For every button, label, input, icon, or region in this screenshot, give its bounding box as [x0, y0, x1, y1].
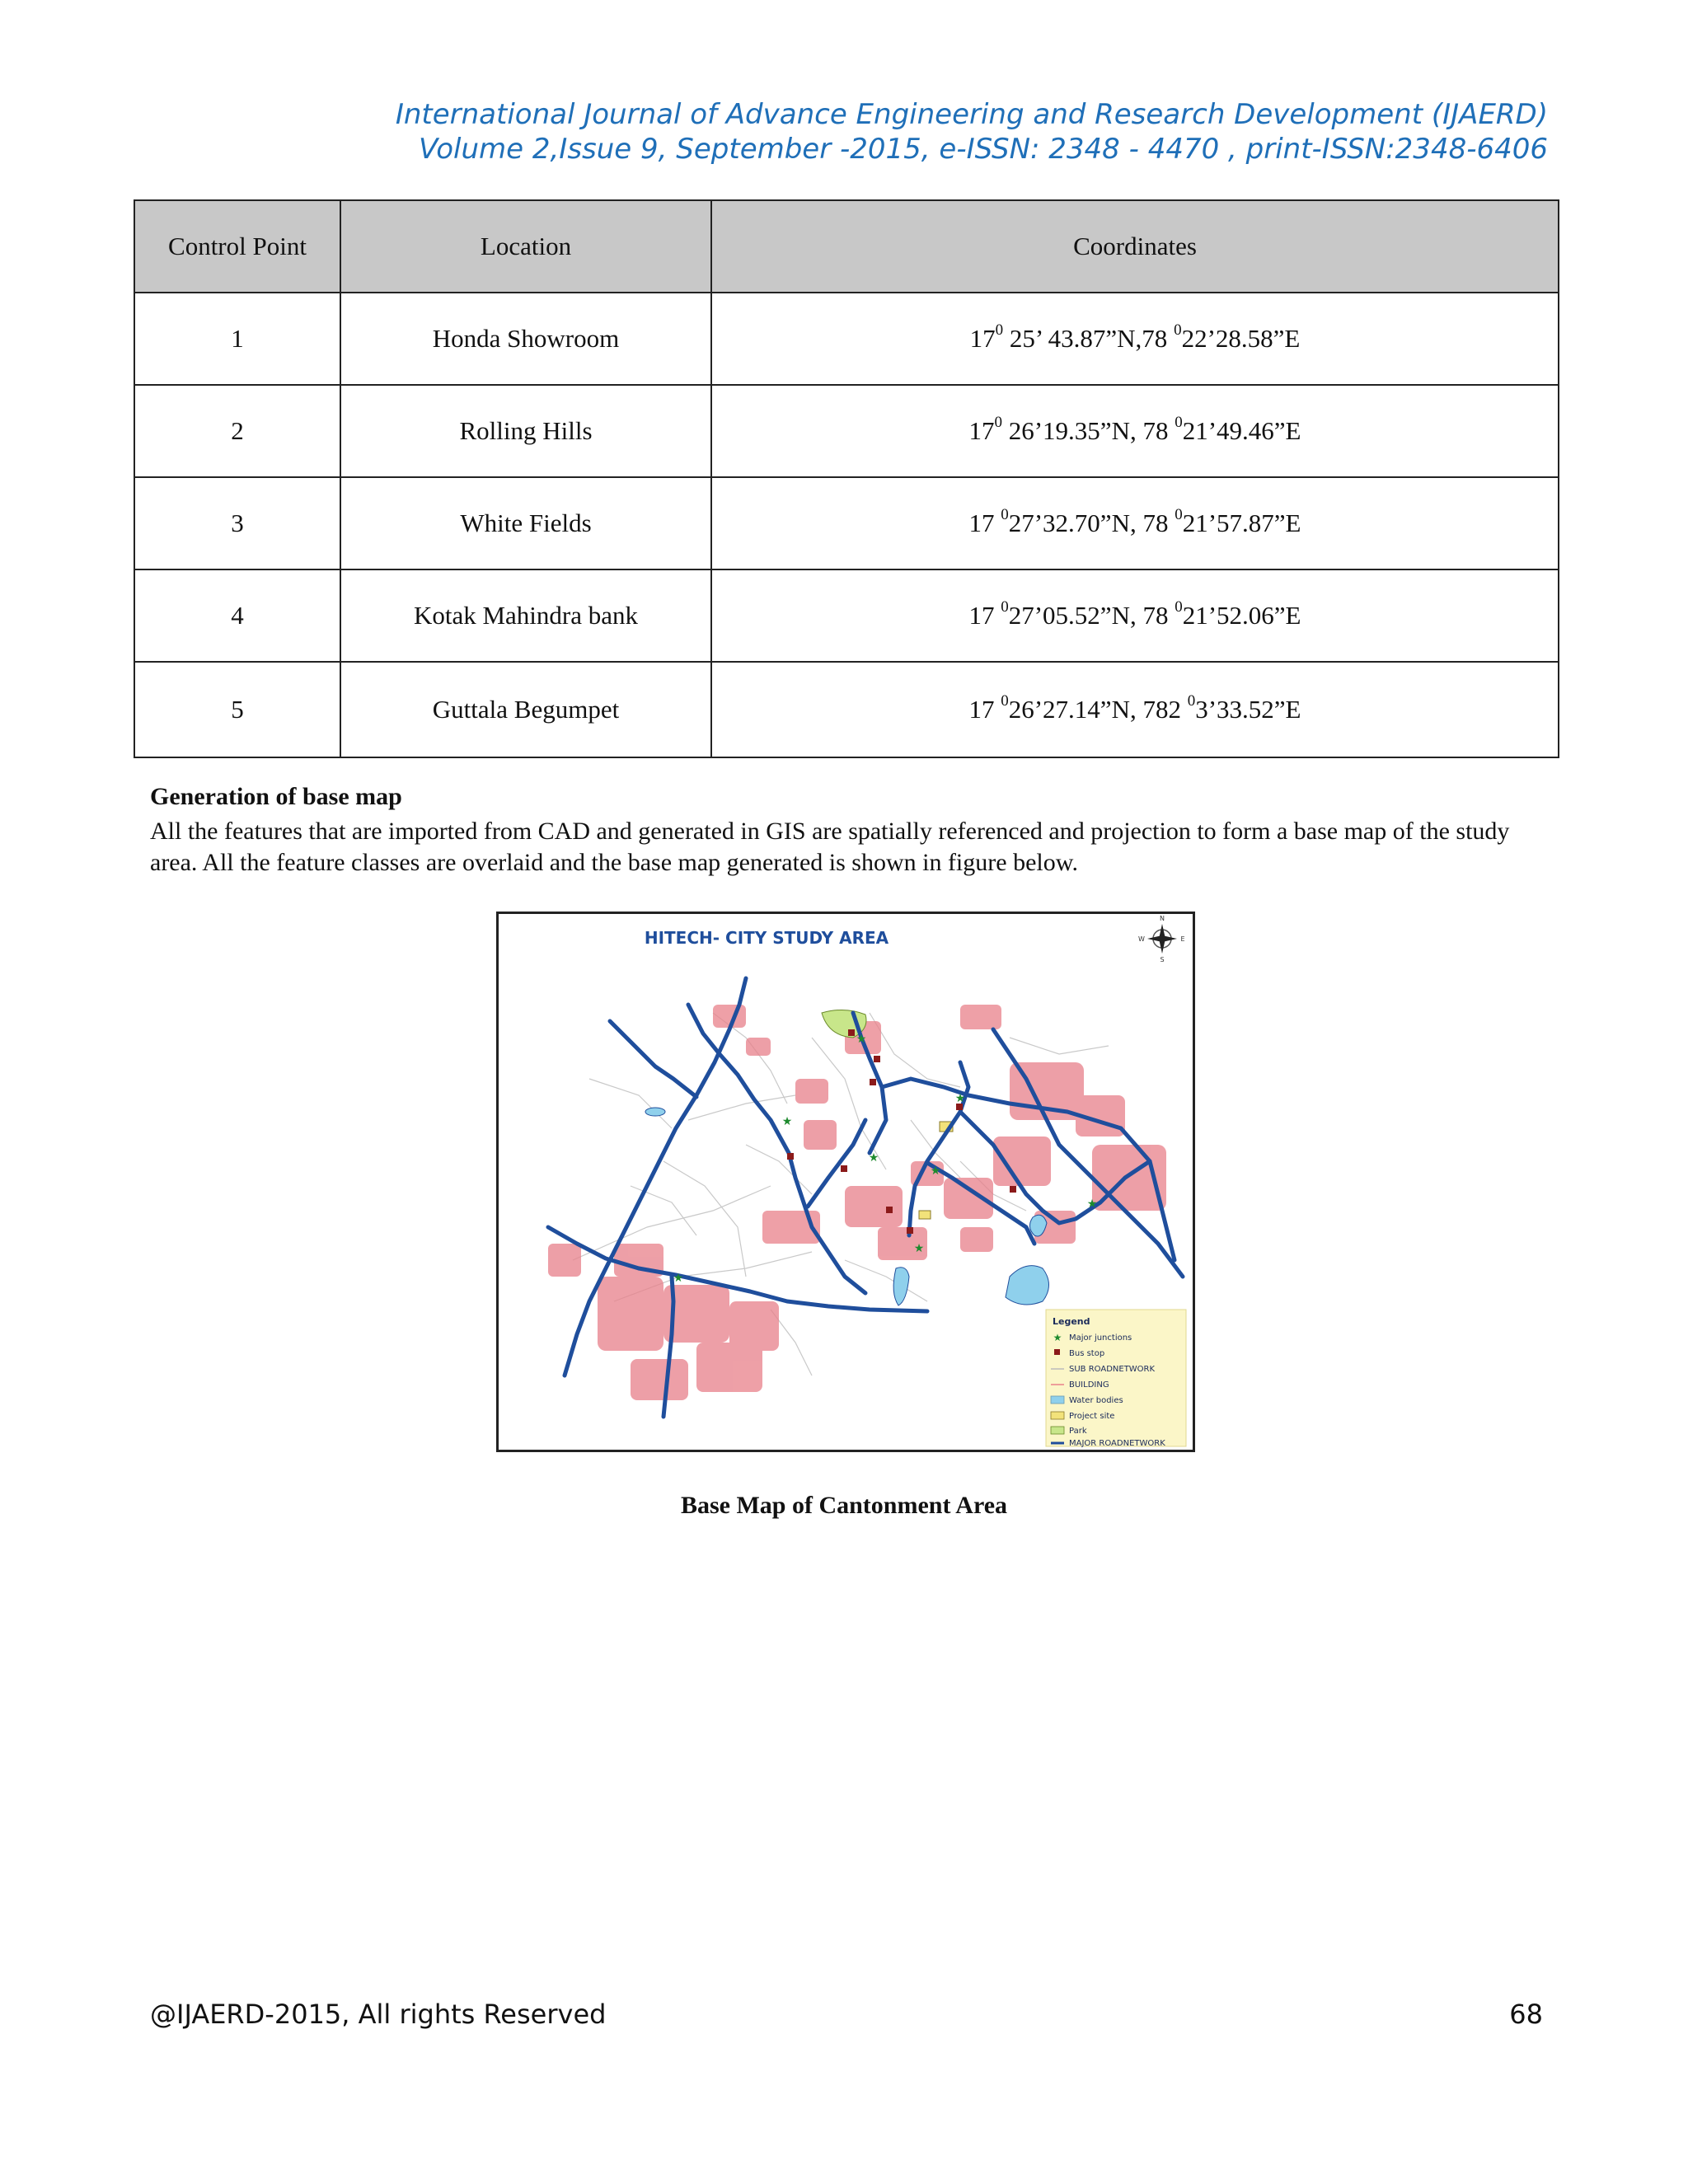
svg-text:★: ★: [930, 1165, 941, 1178]
table-row: [134, 477, 1559, 569]
cell-location: Rolling Hills: [340, 385, 711, 477]
cell-point: 4: [134, 569, 340, 662]
degree-mark: 0: [1174, 321, 1182, 339]
map-title: HITECH- CITY STUDY AREA: [644, 928, 889, 948]
coord-part: 21’49.46”E: [1182, 416, 1301, 445]
degree-mark: 0: [994, 413, 1002, 431]
coord-part: 21’57.87”E: [1182, 509, 1301, 537]
map-legend: [1046, 1310, 1186, 1448]
svg-text:★: ★: [673, 1272, 684, 1285]
cell-point: 1: [134, 293, 340, 385]
compass-south: S: [1160, 956, 1165, 963]
legend-item: Project site: [1069, 1412, 1115, 1421]
cell-coordinates: [711, 662, 1559, 757]
compass-east: E: [1180, 935, 1185, 943]
table-header-row: [134, 200, 1559, 293]
coord-part: 25’ 43.87”N,78: [1003, 324, 1175, 353]
degree-mark: 0: [1001, 505, 1009, 523]
cell-location: White Fields: [340, 477, 711, 569]
svg-text:★: ★: [954, 1092, 966, 1105]
degree-mark: 0: [1175, 598, 1183, 616]
coord-part: 21’52.06”E: [1182, 601, 1301, 630]
legend-item: Major junctions: [1069, 1333, 1132, 1343]
cell-point: 2: [134, 385, 340, 477]
degree-mark: 0: [995, 321, 1004, 339]
legend-item: MAJOR ROADNETWORK: [1069, 1439, 1165, 1448]
legend-item: Water bodies: [1069, 1396, 1123, 1405]
coord-part: 17: [968, 416, 995, 445]
table-row: [134, 662, 1559, 757]
cell-coordinates: [711, 569, 1559, 662]
svg-text:★: ★: [913, 1242, 925, 1255]
header-coordinates: Coordinates: [711, 200, 1559, 293]
cell-coordinates: [711, 385, 1559, 477]
section-heading: Generation of base map: [150, 783, 402, 810]
coord-part: 17: [968, 601, 1001, 630]
header-location: Location: [340, 200, 711, 293]
footer-copyright: @IJAERD-2015, All rights Reserved: [150, 1999, 607, 2030]
degree-mark: 0: [1187, 691, 1196, 710]
degree-mark: 0: [1001, 691, 1009, 710]
compass-west: W: [1138, 935, 1145, 943]
bus-stop-legend-icon: [1054, 1349, 1060, 1355]
cell-point: 3: [134, 477, 340, 569]
section-paragraph: All the features that are imported from CAD and generated in GIS are spatially referenced and projection to form a base map of the study area. All the feature classes are overlaid and the base map generated is shown in figure below.: [150, 818, 1510, 876]
project-site-legend-icon: [1051, 1412, 1064, 1419]
header-control-point: Control Point: [134, 200, 340, 293]
park-legend-icon: [1051, 1427, 1064, 1434]
degree-mark: 0: [1001, 598, 1009, 616]
svg-text:★: ★: [856, 1033, 867, 1046]
page-number: 68: [1509, 1999, 1543, 2030]
base-map-figure: [496, 912, 1195, 1452]
legend-item: BUILDING: [1069, 1380, 1109, 1390]
journal-issue-line: Volume 2,Issue 9, September -2015, e-ISSN: 2348 - 4470 , print-ISSN:2348-6406: [418, 133, 1548, 166]
svg-text:★: ★: [868, 1151, 879, 1165]
control-points-table: [134, 199, 1559, 758]
coord-part: 22’28.58”E: [1181, 324, 1301, 353]
compass-north: N: [1160, 915, 1165, 922]
svg-text:★: ★: [1086, 1197, 1098, 1211]
cell-point: 5: [134, 662, 340, 757]
coord-part: 26’27.14”N, 782: [1008, 695, 1188, 724]
cell-location: Honda Showroom: [340, 293, 711, 385]
legend-item: Park: [1069, 1427, 1087, 1436]
cell-location: Guttala Begumpet: [340, 662, 711, 757]
coord-part: 27’05.52”N, 78: [1008, 601, 1175, 630]
journal-header: [396, 97, 1548, 166]
junction-legend-icon: ★: [1053, 1332, 1062, 1343]
coord-part: 17: [968, 695, 1001, 724]
figure-caption: Base Map of Cantonment Area: [680, 1492, 1008, 1519]
journal-title-line: International Journal of Advance Engineering and Research Development (IJAERD): [395, 98, 1548, 131]
cell-coordinates: [711, 477, 1559, 569]
legend-item: SUB ROADNETWORK: [1069, 1365, 1156, 1374]
coord-part: 27’32.70”N, 78: [1008, 509, 1175, 537]
table-row: [134, 569, 1559, 662]
coord-part: 17: [968, 509, 1001, 537]
svg-text:★: ★: [781, 1115, 793, 1128]
legend-item: Bus stop: [1069, 1349, 1105, 1358]
coord-part: 3’33.52”E: [1195, 695, 1301, 724]
cell-location: Kotak Mahindra bank: [340, 569, 711, 662]
table-row: [134, 293, 1559, 385]
water-legend-icon: [1051, 1396, 1064, 1404]
base-map-svg: [499, 914, 1193, 1450]
cell-coordinates: [711, 293, 1559, 385]
coord-part: 26’19.35”N, 78: [1001, 416, 1175, 445]
coord-part: 17: [969, 324, 996, 353]
table-row: [134, 385, 1559, 477]
degree-mark: 0: [1175, 413, 1183, 431]
degree-mark: 0: [1175, 505, 1183, 523]
legend-title: Legend: [1053, 1316, 1090, 1327]
